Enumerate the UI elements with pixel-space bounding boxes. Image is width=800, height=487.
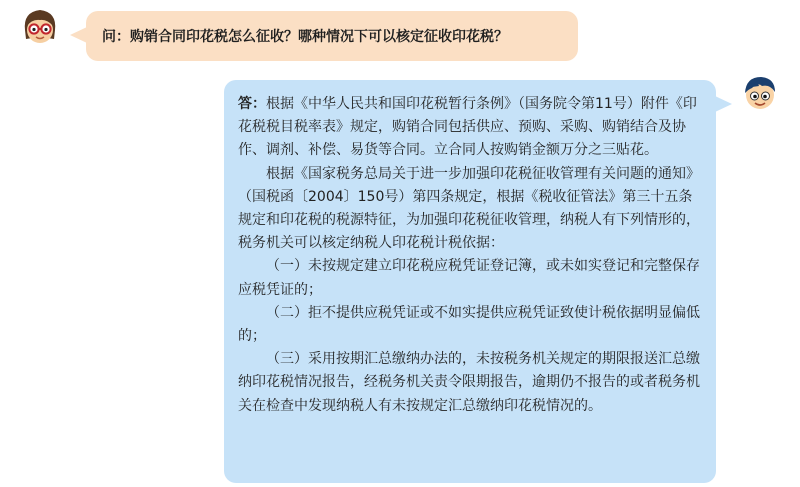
- answer-paragraph: （二）拒不提供应税凭证或不如实提供应税凭证致使计税依据明显偏低的；: [238, 304, 700, 345]
- answer-lead-label: 答：: [238, 96, 266, 112]
- question-text: 问：购销合同印花税怎么征收？哪种情况下可以核定征收印花税？: [102, 29, 508, 45]
- answer-paragraph: [238, 93, 706, 163]
- answer-paragraph: （三）采用按期汇总缴纳办法的，未按税务机关规定的期限报送汇总缴纳印花税情况报告，经税务机关责令限期报告，逾期仍不报告的或者税务机关在检查中发现纳税人有未按规定汇总缴纳印花税情况的。: [238, 351, 700, 414]
- girl-with-glasses-avatar-icon: [20, 6, 60, 46]
- answer-paragraph: （一）未按规定建立印花税应税凭证登记簿，或未如实登记和完整保存应税凭证的；: [238, 258, 700, 298]
- answer-paragraph: 根据《国家税务总局关于进一步加强印花税征收管理有关问题的通知》（国税函〔2004〕150号）第四条规定，根据《税收征管法》第三十五条规定和印花税的税源特征，为加强印花税征收管理，纳税人有下列情形的，税务机关可以核定纳税人印花税计税依据：: [238, 165, 700, 252]
- boy-avatar-icon: [740, 72, 780, 112]
- question-bubble: [86, 11, 578, 61]
- answer-paragraph-text: 根据《中华人民共和国印花税暂行条例》（国务院令第11号）附件《印花税税目税率表》规定，购销合同包括供应、预购、采购、购销结合及协作、调剂、补偿、易货等合同。立合同人按购销金额万分之三贴花。: [238, 96, 697, 159]
- answer-bubble: [224, 80, 716, 483]
- answer-body: [238, 93, 706, 418]
